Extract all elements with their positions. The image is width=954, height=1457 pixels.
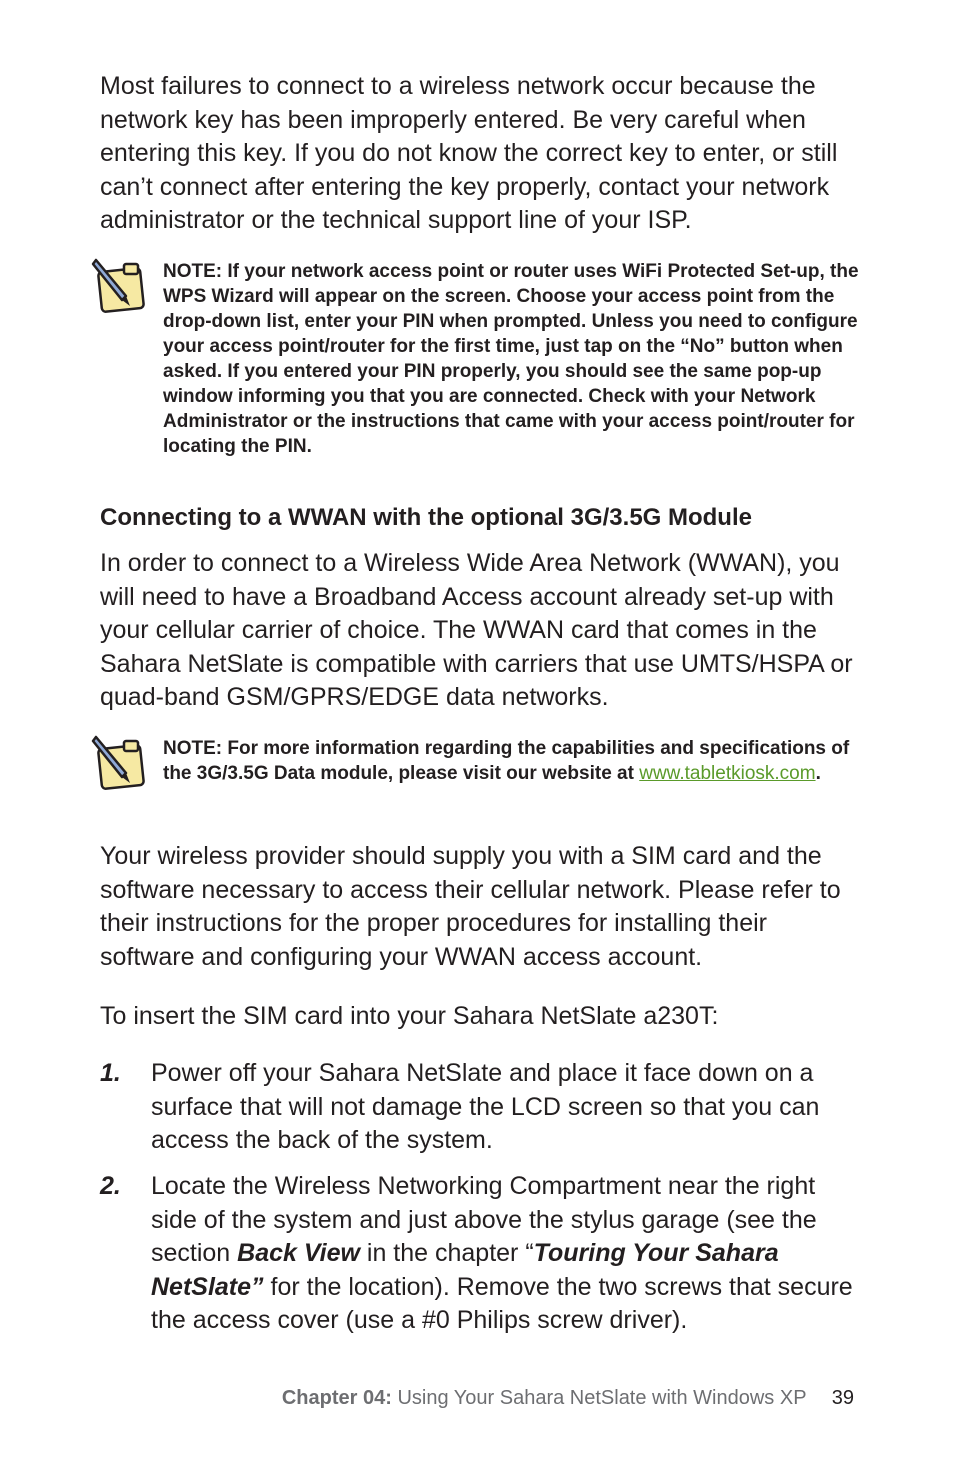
chapter-reference: Touring Your Sahara NetSlate” (151, 1239, 779, 1301)
note-wps: NOTE: If your network access point or router uses WiFi Protected Set-up, the WPS Wizard will appear on the screen. Choose your access point from the drop-down list, enter your PIN when prompted. Unless you need to configure your access point/router for the first time, just tap on the “No” button when asked. If you entered your PIN properly, you should see the same pop-up window informing you that you are connected. Check with your Network Administrator or the instructions that came with your access point/router for locating the PIN. (163, 261, 859, 457)
step-text (151, 1170, 861, 1338)
page-footer (282, 1384, 854, 1412)
note-3g-text: NOTE: For more information regarding the capabilities and specifications of the 3G/3.5G Data module, please visit our website at (163, 738, 850, 784)
page-number: 39 (831, 1387, 854, 1409)
note-clipboard-icon (90, 733, 152, 791)
back-view-reference: Back View (237, 1239, 360, 1267)
note-3g-module (163, 736, 863, 786)
section-heading: Connecting to a WWAN with the optional 3G/3.5G Module (100, 504, 752, 531)
step-text: Power off your Sahara NetSlate and place it face down on a surface that will not damage the LCD screen so that you can access the back of the system. (151, 1059, 820, 1154)
footer-chapter-label: Chapter 04: (281, 1387, 392, 1409)
step-2-text-b: in the chapter “ (366, 1239, 534, 1267)
wwan-paragraph: In order to connect to a Wireless Wide Area Network (WWAN), you will need to have a Broadband Access account already set-up with your cellular carrier of choice. The WWAN card that comes in the Sahara NetSlate is compatible with carriers that use UMTS/HSPA or quad-band GSM/GPRS/EDGE data networks. (100, 549, 853, 711)
sim-intro: To insert the SIM card into your Sahara NetSlate a230T: (100, 1002, 719, 1030)
intro-paragraph: Most failures to connect to a wireless network occur because the network key has been improperly entered. Be very careful when entering this key. If you do not know the correct key to enter, or still can’t connect after entering the key properly, contact your network administrator or the technical support line of your ISP. (100, 72, 838, 234)
note-clipboard-icon (90, 256, 152, 314)
website-link[interactable]: www.tabletkiosk.com (639, 763, 816, 784)
step-2-text-c: for the location). Remove the two screws that secure the access cover (use a #0 Philips screw driver). (151, 1272, 853, 1334)
step-number: 1. (100, 1059, 121, 1087)
step-2-text-a: Locate the Wireless Networking Compartment near the right side of the system and just above the stylus garage (see the section (151, 1172, 817, 1267)
step-number: 2. (100, 1172, 121, 1200)
footer-chapter-title: Using Your Sahara NetSlate with Windows XP (397, 1387, 807, 1409)
provider-paragraph: Your wireless provider should supply you with a SIM card and the software necessary to access their cellular network. Please refer to their instructions for the proper procedures for installing their software and configuring your WWAN access account. (100, 842, 841, 971)
note-3g-period: . (815, 763, 821, 784)
